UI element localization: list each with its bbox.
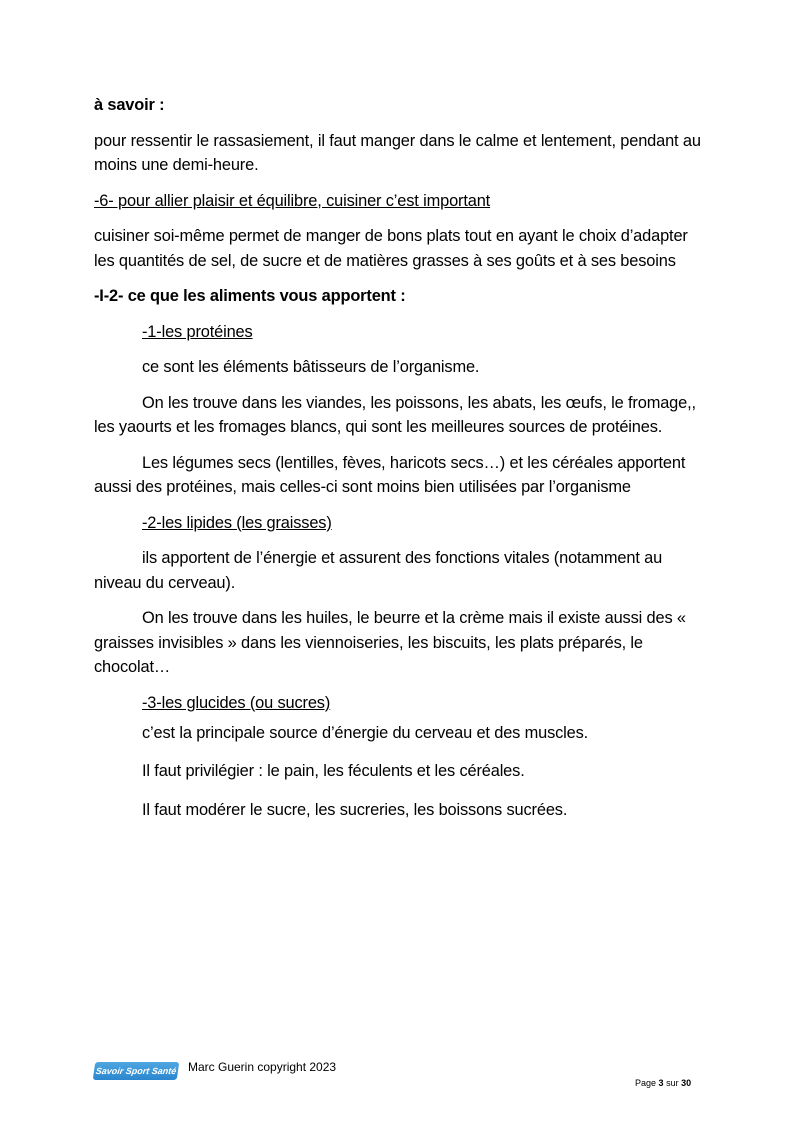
footer-copyright: Marc Guerin copyright 2023 <box>188 1060 337 1074</box>
proteines-title <box>94 320 709 345</box>
lipides-paragraph-2: On les trouve dans les huiles, le beurre et la crème mais il existe aussi des « graisses invisibles » dans les viennoiseries, les biscuits, les plats préparés, le chocolat… <box>94 609 686 676</box>
proteines-title-text: -1-les protéines <box>142 322 253 341</box>
glucides-paragraph-2: Il faut privilégier : le pain, les féculents et les céréales. <box>142 761 525 780</box>
lipides-paragraph-1: ils apportent de l’énergie et assurent des fonctions vitales (notamment au niveau du cerveau). <box>94 549 663 592</box>
glucides-paragraph-3: Il faut modérer le sucre, les sucreries, les boissons sucrées. <box>142 801 568 819</box>
heading-a-savoir: à savoir : <box>94 96 165 114</box>
page-total: 30 <box>681 1078 692 1088</box>
proteines-paragraph-1: ce sont les éléments bâtisseurs de l’organisme. <box>142 358 480 376</box>
glucides-title <box>94 691 709 716</box>
lipides-title-text: -2-les lipides (les graisses) <box>142 513 332 532</box>
glucides-title-text: -3-les glucides (ou sucres) <box>142 693 331 712</box>
page-current: 3 <box>658 1078 664 1088</box>
page-number <box>635 1077 691 1089</box>
paragraph-rassasiement: pour ressentir le rassasiement, il faut manger dans le calme et lentement, pendant au moins une demi-heure. <box>94 131 701 174</box>
page-content <box>94 93 709 823</box>
glucides-paragraph-1: c’est la principale source d’énergie du cerveau et des muscles. <box>142 724 589 742</box>
lipides-title <box>94 511 709 536</box>
paragraph-cuisiner: cuisiner soi-même permet de manger de bons plats tout en ayant le choix d’adapter les quantités de sel, de sucre et de matières grasses à ses goûts et à ses besoins <box>94 227 688 270</box>
page-sep: sur <box>666 1078 679 1088</box>
section-I2-title: -I-2- ce que les aliments vous apportent : <box>94 287 406 305</box>
section-6-title: -6- pour allier plaisir et équilibre, cuisiner c’est important <box>94 191 491 210</box>
savoir-sport-sante-logo: Savoir Sport Santé <box>93 1062 180 1080</box>
proteines-paragraph-3: Les légumes secs (lentilles, fèves, haricots secs…) et les céréales apportent aussi des protéines, mais celles-ci sont moins bien utilisées par l’organisme <box>94 453 686 496</box>
page-label: Page <box>635 1078 657 1088</box>
proteines-paragraph-2: On les trouve dans les viandes, les poissons, les abats, les œufs, le fromage,, les yaourts et les fromages blancs, qui sont les meilleures sources de protéines. <box>94 393 696 436</box>
